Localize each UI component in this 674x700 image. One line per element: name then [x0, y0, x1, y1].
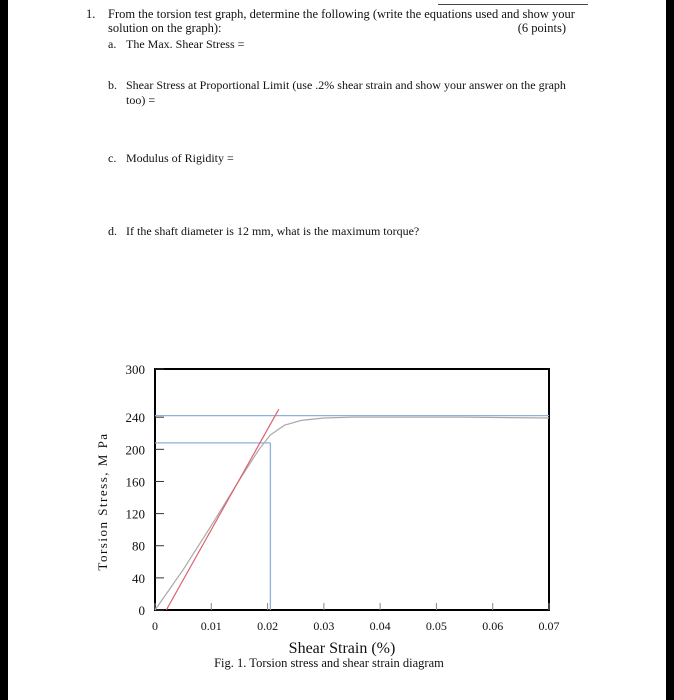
x-tick-label: 0.02 — [257, 619, 279, 633]
y-tick-label: 80 — [132, 538, 145, 554]
x-axis-label: Shear Strain (%) — [288, 640, 396, 657]
x-tick-label: 0.04 — [369, 619, 391, 633]
y-tick-label: 40 — [132, 570, 145, 586]
y-tick-label: 120 — [125, 506, 145, 522]
y-tick-label: 300 — [125, 362, 145, 377]
part-letter: c. — [108, 151, 117, 165]
part-text: The Max. Shear Stress = — [126, 37, 245, 51]
plot-frame — [155, 369, 549, 610]
y-tick-label: 200 — [125, 442, 145, 458]
x-tick-label: 0.06 — [482, 619, 504, 633]
x-tick-label: 0.07 — [538, 619, 560, 633]
part-text: If the shaft diameter is 12 mm, what is the maximum torque? — [126, 224, 420, 238]
y-tick-label: 240 — [125, 410, 145, 426]
y-axis-label: Torsion Stress, M Pa — [95, 432, 110, 571]
stress-strain-curve — [155, 417, 549, 610]
figure-caption: Fig. 1. Torsion stress and shear strain diagram — [214, 656, 444, 670]
part-text: Modulus of Rigidity = — [126, 151, 234, 165]
question-points: (6 points) — [517, 21, 566, 35]
x-tick-label: 0.01 — [200, 619, 222, 633]
question-text: From the torsion test graph, determine the following (write the equations used and show your solution on the graph): — [108, 7, 575, 35]
x-tick-label: 0.03 — [313, 619, 335, 633]
x-tick-label: 0 — [152, 619, 158, 633]
question-number: 1. — [86, 7, 96, 21]
y-tick-label: 160 — [125, 474, 145, 490]
part-letter: b. — [108, 78, 117, 92]
part-letter: a. — [108, 37, 117, 51]
y-tick-label: 0 — [138, 603, 145, 618]
part-text: Shear Stress at Proportional Limit (use .2% shear strain and show your answer on the graph too) = — [126, 78, 566, 107]
part-letter: d. — [108, 224, 117, 238]
x-tick-label: 0.05 — [425, 619, 447, 633]
offset-line — [166, 409, 278, 610]
